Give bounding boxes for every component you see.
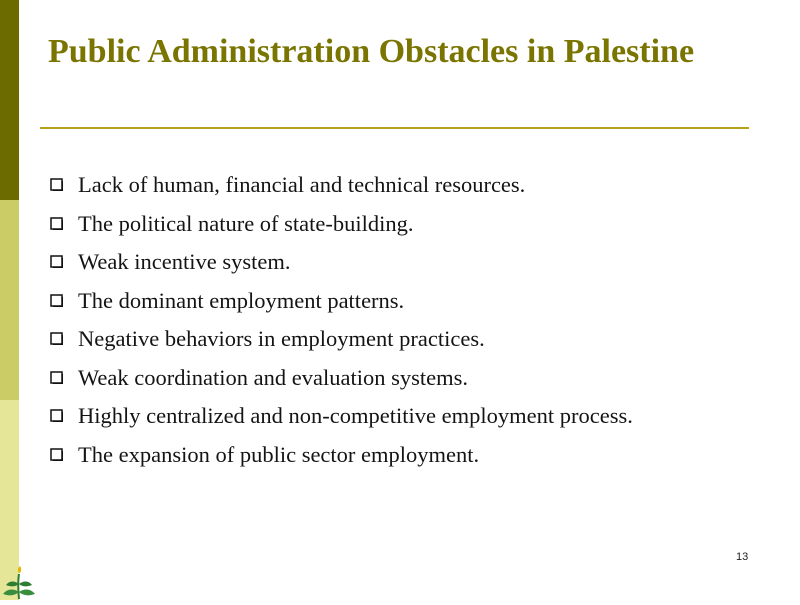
list-item	[48, 168, 768, 207]
list-item	[48, 361, 768, 400]
bullet-text: Lack of human, financial and technical resources.	[78, 172, 526, 197]
list-item	[48, 322, 768, 361]
hollow-square-bullet-icon	[50, 217, 63, 230]
hollow-square-bullet-icon	[50, 409, 63, 422]
hollow-square-bullet-icon	[50, 371, 63, 384]
hollow-square-bullet-icon	[50, 332, 63, 345]
list-item	[48, 284, 768, 323]
bullet-list	[48, 168, 768, 476]
plant-logo-icon	[2, 566, 40, 600]
bullet-text: Weak incentive system.	[78, 249, 291, 274]
slide-title: Public Administration Obstacles in Palestine	[48, 33, 695, 70]
hollow-square-bullet-icon	[50, 448, 63, 461]
bullet-text: Negative behaviors in employment practices.	[78, 326, 485, 351]
hollow-square-bullet-icon	[50, 178, 63, 191]
list-item	[48, 207, 768, 246]
list-item	[48, 438, 768, 477]
sidebar-segment-dark	[0, 0, 19, 200]
hollow-square-bullet-icon	[50, 255, 63, 268]
page-number: 13	[736, 551, 749, 563]
sidebar-segment-mid	[0, 200, 19, 400]
bullet-text: The dominant employment patterns.	[78, 287, 405, 313]
hollow-square-bullet-icon	[50, 294, 63, 307]
bullet-text: Highly centralized and non-competitive employment process.	[78, 403, 633, 428]
list-item	[48, 399, 768, 438]
sidebar-decoration	[0, 0, 19, 600]
bullet-text: The political nature of state-building.	[78, 210, 414, 236]
bullet-text: Weak coordination and evaluation systems.	[78, 364, 468, 390]
bullet-text: The expansion of public sector employment.	[78, 441, 480, 467]
list-item	[48, 245, 768, 284]
title-divider	[40, 127, 749, 129]
